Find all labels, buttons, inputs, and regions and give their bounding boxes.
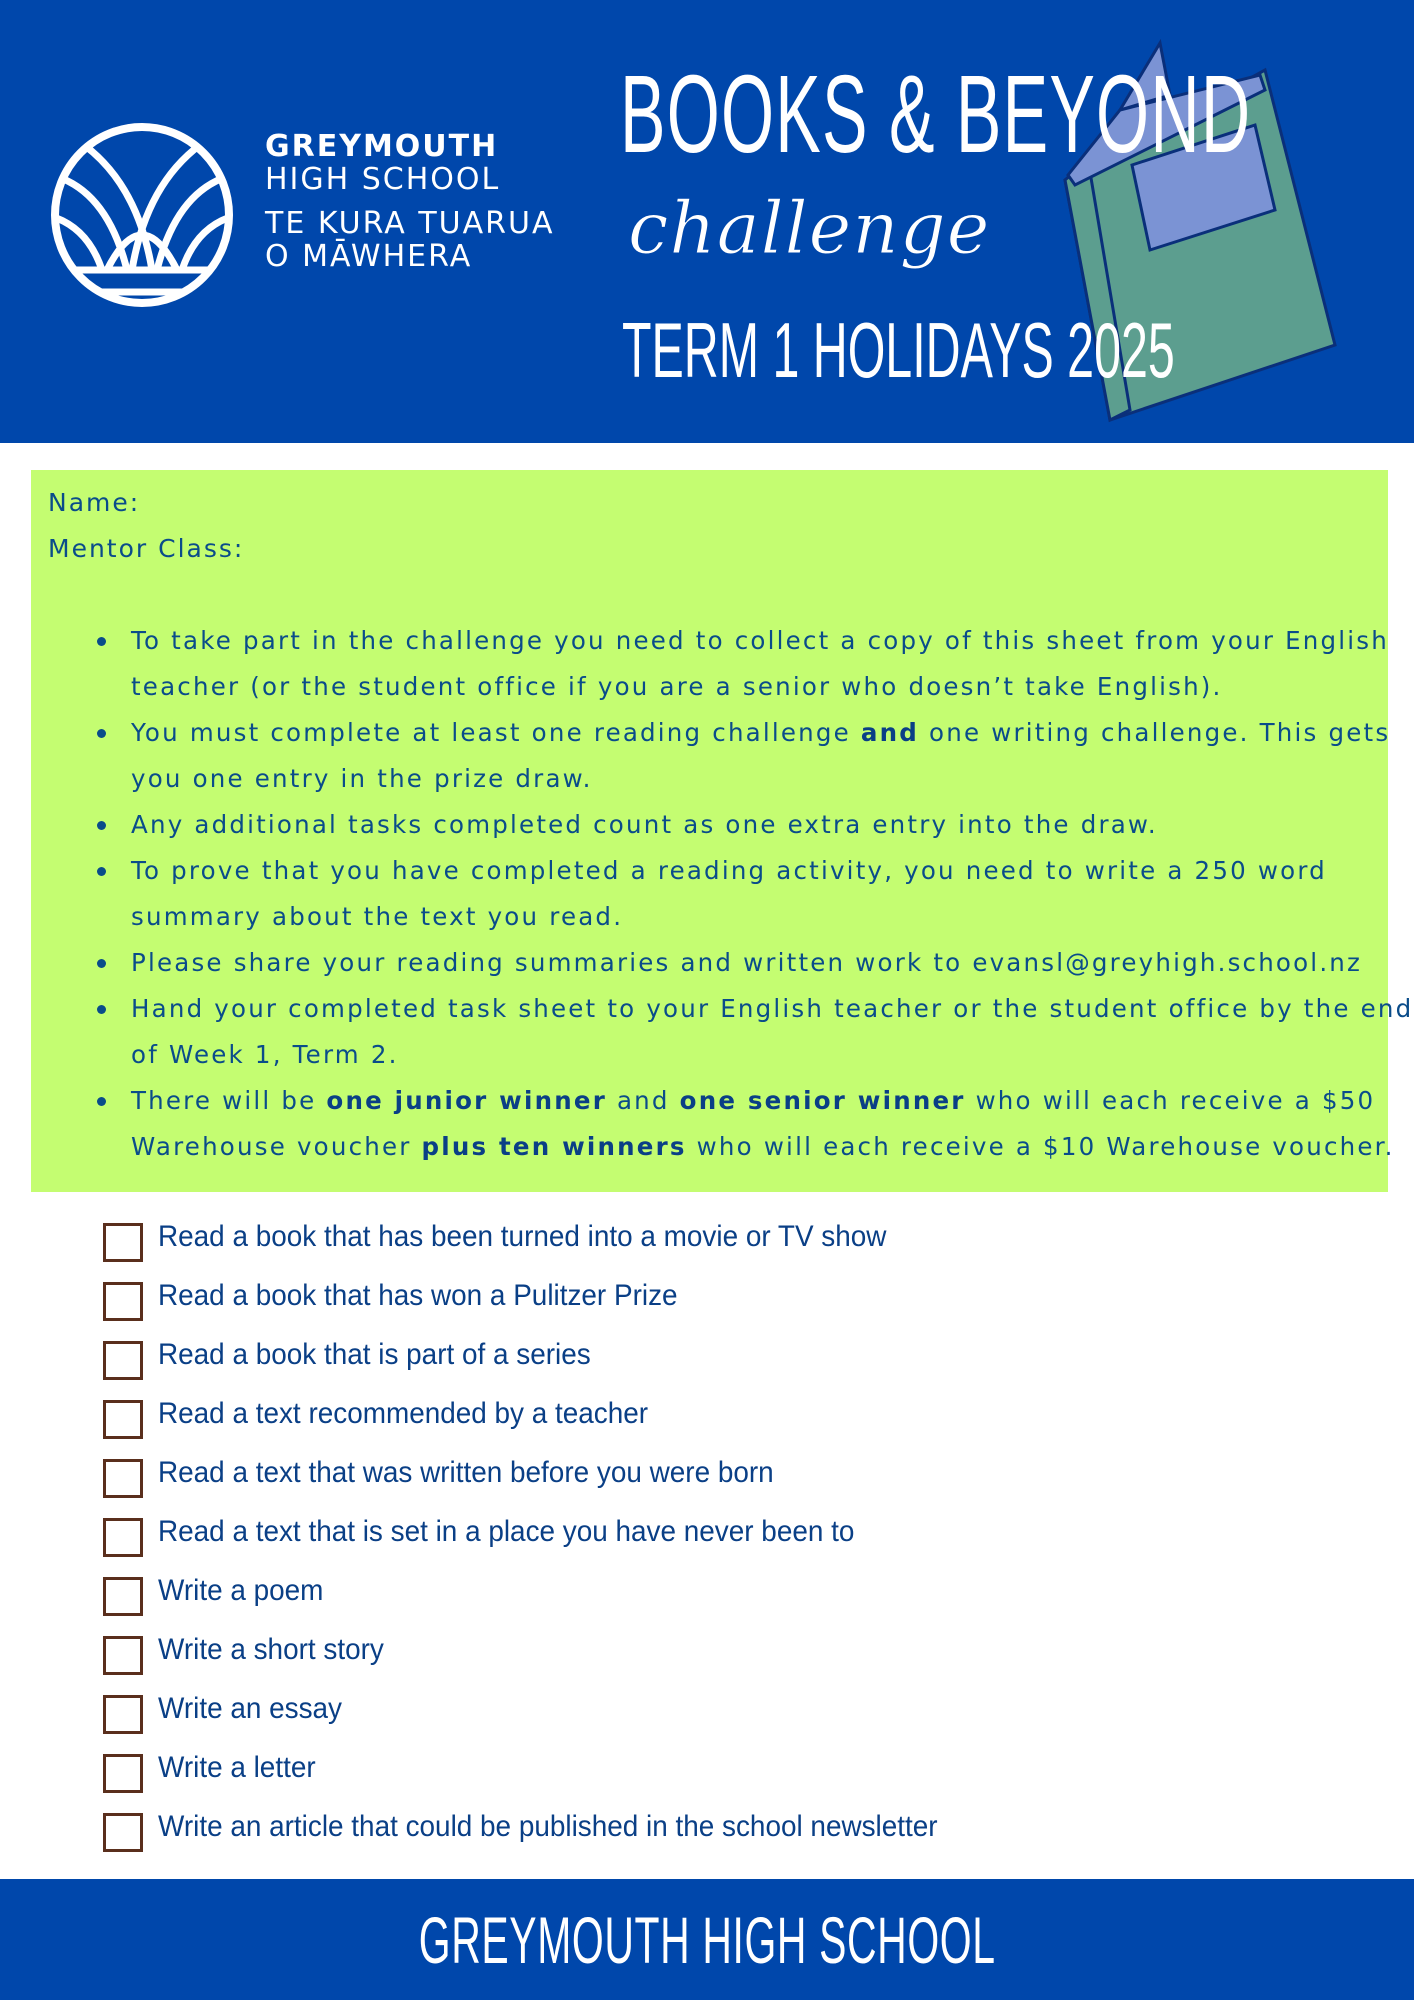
task-item[interactable]: [103, 1274, 1303, 1333]
rule-item: [131, 618, 1414, 710]
task-label: Read a book that is part of a series: [158, 1338, 591, 1371]
rule-emphasis: one senior winner: [679, 1086, 966, 1115]
instructions-panel: [31, 470, 1414, 1192]
bullet-icon: [97, 729, 106, 738]
bullet-icon: [97, 1005, 106, 1014]
task-label: Write an article that could be published in the school newsletter: [158, 1810, 938, 1843]
rule-text: who will each receive a $10 Warehouse voucher.: [686, 1132, 1395, 1161]
header-banner: [0, 0, 1414, 443]
rule-item: [131, 848, 1414, 940]
task-checkbox[interactable]: [103, 1636, 143, 1675]
task-label: Write a poem: [158, 1574, 324, 1607]
task-item[interactable]: [103, 1805, 1303, 1864]
rule-text: one writing challenge. This gets you one entry in the prize draw.: [131, 718, 1391, 793]
task-item[interactable]: [103, 1569, 1303, 1628]
rule-text: To take part in the challenge you need to collect a copy of this sheet from your English teacher (or the student office if you are a senior who doesn’t take English).: [131, 626, 1389, 701]
task-item[interactable]: [103, 1628, 1303, 1687]
task-checkbox[interactable]: [103, 1223, 143, 1262]
footer-banner: [0, 1879, 1414, 2000]
task-label: Read a book that has won a Pulitzer Prize: [158, 1279, 678, 1312]
logo-line-4: O MĀWHERA: [265, 239, 473, 274]
task-checkbox[interactable]: [103, 1813, 143, 1852]
rule-item: [131, 710, 1414, 802]
rule-emphasis: one junior winner: [326, 1086, 607, 1115]
logo-line-3: TE KURA TUARUA: [265, 206, 555, 241]
task-label: Read a text that was written before you were born: [158, 1456, 774, 1489]
challenge-subtitle: challenge: [628, 186, 991, 270]
task-label: Write an essay: [158, 1692, 343, 1725]
rule-item: [131, 940, 1414, 986]
task-checkbox[interactable]: [103, 1695, 143, 1734]
bullet-icon: [97, 637, 106, 646]
rule-text: Any additional tasks completed count as one extra entry into the draw.: [131, 810, 1158, 839]
task-item[interactable]: [103, 1215, 1303, 1274]
term-label: TERM 1 HOLIDAYS 2025: [622, 306, 1175, 394]
rule-text: Please share your reading summaries and written work to evansl@greyhigh.school.nz: [131, 948, 1363, 977]
task-label: Write a letter: [158, 1751, 316, 1784]
rule-item: [131, 802, 1414, 848]
school-logo-text: [265, 130, 554, 273]
task-checkbox[interactable]: [103, 1518, 143, 1557]
mentor-class-field-label: Mentor Class:: [48, 534, 245, 563]
logo-line-2: HIGH SCHOOL: [265, 162, 501, 197]
rule-text: To prove that you have completed a reading activity, you need to write a 250 word summary about the text you read.: [131, 856, 1327, 931]
task-label: Read a text that is set in a place you have never been to: [158, 1515, 855, 1548]
rule-emphasis: and: [860, 718, 920, 747]
rule-text: who will each receive a $50 Warehouse voucher: [131, 1086, 1376, 1161]
bullet-icon: [97, 821, 106, 830]
task-checkbox[interactable]: [103, 1459, 143, 1498]
logo-line-1: GREYMOUTH: [265, 129, 499, 164]
task-item[interactable]: [103, 1333, 1303, 1392]
task-item[interactable]: [103, 1392, 1303, 1451]
name-field-label: Name:: [48, 488, 141, 517]
footer-school-name: GREYMOUTH HIGH SCHOOL: [418, 1902, 996, 1977]
rule-item: [131, 986, 1414, 1078]
rule-text: Hand your completed task sheet to your English teacher or the student office by the end of Week 1, Term 2.: [131, 994, 1414, 1069]
task-checkbox[interactable]: [103, 1400, 143, 1439]
task-item[interactable]: [103, 1687, 1303, 1746]
rules-list: [79, 618, 1414, 1170]
challenge-title: BOOKS & BEYOND: [620, 53, 1252, 176]
rule-text: You must complete at least one reading challenge: [131, 718, 861, 747]
school-emblem-icon: [47, 120, 237, 310]
task-label: Read a text recommended by a teacher: [158, 1397, 649, 1430]
rule-text: There will be: [131, 1086, 327, 1115]
task-checkbox[interactable]: [103, 1282, 143, 1321]
task-label: Read a book that has been turned into a movie or TV show: [158, 1220, 887, 1253]
task-item[interactable]: [103, 1510, 1303, 1569]
bullet-icon: [97, 867, 106, 876]
task-checkbox[interactable]: [103, 1577, 143, 1616]
task-checklist: [103, 1215, 1303, 1864]
rule-text: and: [606, 1086, 680, 1115]
bullet-icon: [97, 1097, 106, 1106]
task-label: Write a short story: [158, 1633, 384, 1666]
task-item[interactable]: [103, 1451, 1303, 1510]
rule-emphasis: plus ten winners: [421, 1132, 687, 1161]
rule-item: [131, 1078, 1414, 1170]
bullet-icon: [97, 959, 106, 968]
task-checkbox[interactable]: [103, 1754, 143, 1793]
task-checkbox[interactable]: [103, 1341, 143, 1380]
task-item[interactable]: [103, 1746, 1303, 1805]
